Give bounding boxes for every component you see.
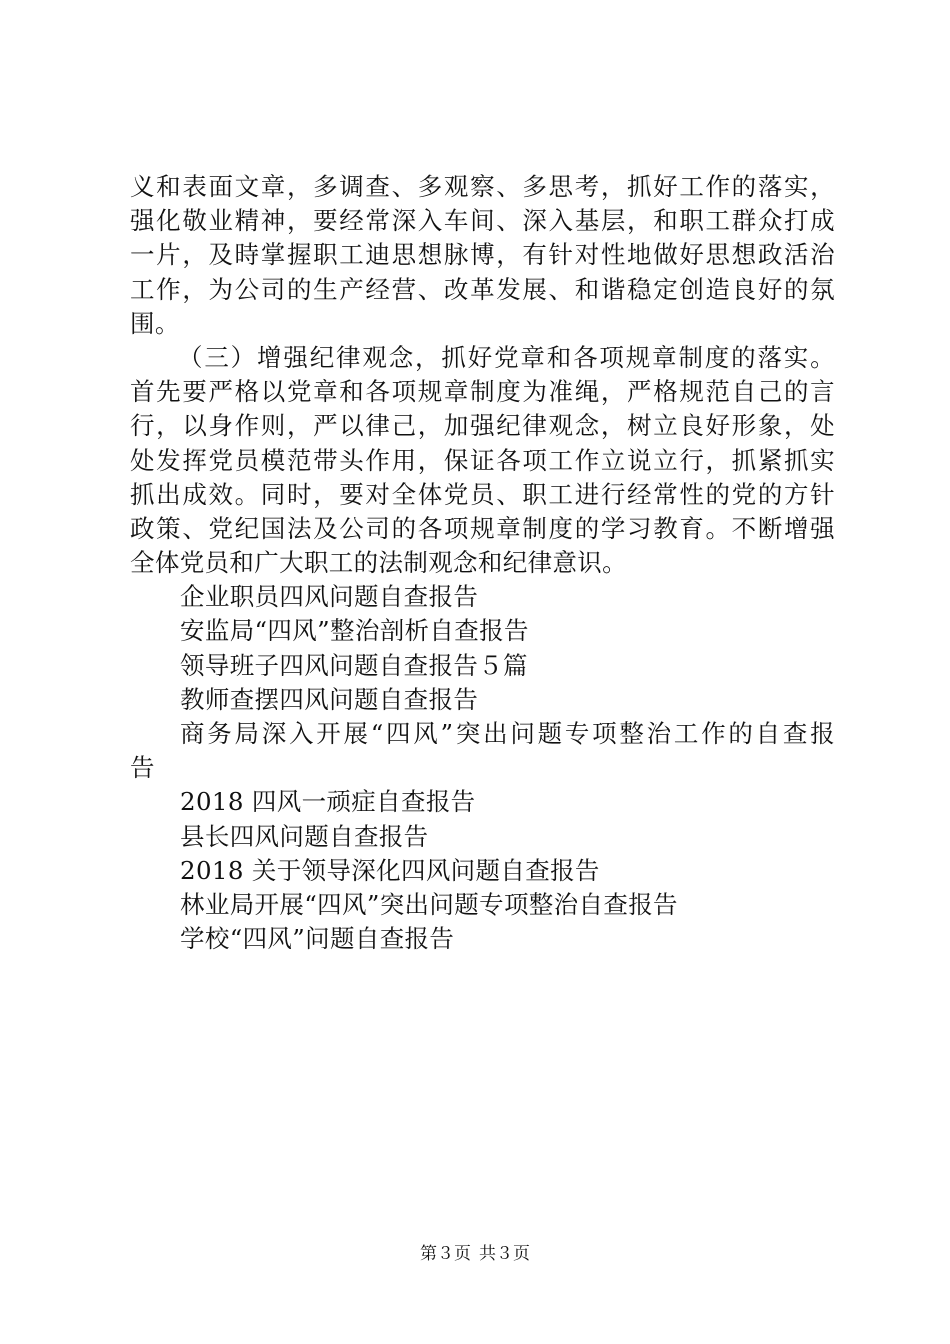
paragraph-2-line: 抓出成效。同时，要对全体党员、职工进行经常性的党的方针 <box>130 479 835 509</box>
page-total: 共３页 <box>479 1244 530 1264</box>
paragraph-2-line: 行，以身作则，严以律己，加强纪律观念，树立良好形象，处 <box>130 411 835 441</box>
page-number: 第３页 <box>420 1244 471 1264</box>
paragraph-1-line: 一片，及時掌握职工迪思想脉博，有针对性地做好思想政活治 <box>130 240 835 270</box>
related-list-item-continuation: 告 <box>130 753 155 783</box>
paragraph-1-line: 义和表面文章，多调查、多观察、多思考，抓好工作的落实， <box>130 172 835 201</box>
paragraph-2-line: 处发挥党员模范带头作用，保证各项工作立说立行，抓紧抓实 <box>130 445 835 475</box>
paragraph-2-line: 全体党员和广大职工的法制观念和纪律意识。 <box>130 548 627 578</box>
paragraph-1-line: 强化敬业精神，要经常深入车间、深入基层，和职工群众打成 <box>130 206 835 236</box>
related-list-item: 教师查摆四风问题自查报告 <box>180 684 479 714</box>
related-list-item: 2018 关于领导深化四风问题自查报告 <box>180 855 600 885</box>
related-list-item: 2018 四风一顽症自查报告 <box>180 787 476 817</box>
related-list-item: 企业职员四风问题自查报告 <box>180 582 479 612</box>
related-list-item: 领导班子四风问题自查报告５篇 <box>180 650 528 680</box>
related-list-item: 学校“四风”问题自查报告 <box>180 924 455 954</box>
document-body <box>130 170 835 956</box>
related-list-item: 县长四风问题自查报告 <box>180 821 429 851</box>
page-footer <box>0 1243 950 1265</box>
paragraph-1-line: 工作，为公司的生产经营、改革发展、和谐稳定创造良好的氛 <box>130 274 835 304</box>
paragraph-2-line: 首先要严格以党章和各项规章制度为准绳，严格规范自己的言 <box>130 377 835 407</box>
paragraph-2-line: 政策、党纪国法及公司的各项规章制度的学习教育。不断增强 <box>130 513 835 543</box>
paragraph-2-heading-line: （三）增强纪律观念，抓好党章和各项规章制度的落实。 <box>178 342 835 372</box>
related-list-item: 林业局开展“四风”突出问题专项整治自查报告 <box>180 889 678 919</box>
paragraph-1-line: 围。 <box>130 308 180 338</box>
related-list-item: 商务局深入开展“四风”突出问题专项整治工作的自查报 <box>180 719 835 748</box>
related-list-item: 安监局“四风”整治剖析自查报告 <box>180 616 529 646</box>
